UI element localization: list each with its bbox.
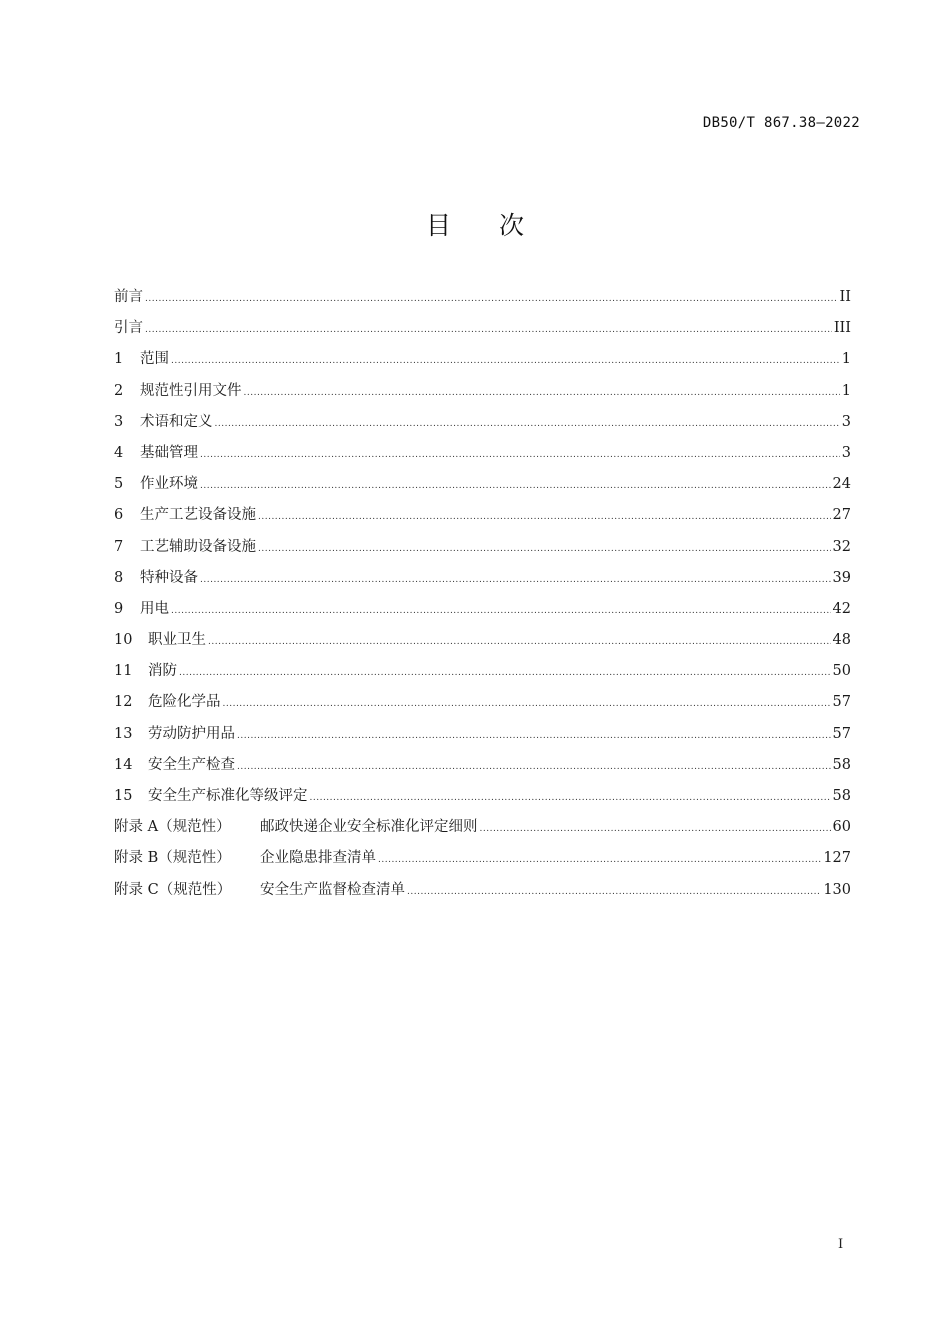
toc-entry-label: 规范性引用文件 xyxy=(140,382,242,399)
toc-entry-label: 职业卫生 xyxy=(148,632,206,649)
toc-entry-label: 前言 xyxy=(114,289,143,305)
toc-entry-4[interactable] xyxy=(114,441,851,472)
toc-entry-6[interactable] xyxy=(114,503,851,534)
toc-entry-page: 57 xyxy=(832,694,851,711)
toc-entry-label: 安全生产检查 xyxy=(148,756,235,773)
toc-leader-dots xyxy=(215,410,840,436)
toc-leader-dots xyxy=(200,566,831,592)
toc-entry-page: 60 xyxy=(832,819,851,836)
toc-leader-dots xyxy=(171,597,831,623)
toc-entry-number: 5 xyxy=(114,476,124,493)
toc-entry-15[interactable] xyxy=(114,784,851,815)
toc-entry-14[interactable] xyxy=(114,753,851,784)
page-number: I xyxy=(838,1237,844,1252)
toc-entry-number: 附录 A（规范性） xyxy=(114,819,231,836)
toc-leader-dots xyxy=(223,690,831,716)
toc-entry-label: 工艺辅助设备设施 xyxy=(140,538,256,555)
toc-entry-page: 27 xyxy=(832,507,851,524)
toc-entry-page: 3 xyxy=(841,444,851,461)
toc-entry-number: 14 xyxy=(114,756,133,773)
toc-entry-label: 引言 xyxy=(114,320,143,337)
toc-entry-introduction[interactable] xyxy=(114,316,851,347)
toc-entry-7[interactable] xyxy=(114,535,851,566)
toc-entry-page: 32 xyxy=(832,538,851,555)
toc-leader-dots xyxy=(208,628,831,654)
toc-entry-number: 9 xyxy=(114,600,124,617)
table-of-contents xyxy=(114,285,851,909)
toc-entry-number: 11 xyxy=(114,663,133,680)
toc-entry-page: 1 xyxy=(841,351,851,368)
toc-entry-number: 6 xyxy=(114,507,124,524)
toc-entry-page: 39 xyxy=(832,569,851,586)
toc-entry-foreword[interactable] xyxy=(114,285,851,316)
toc-entry-9[interactable] xyxy=(114,597,851,628)
toc-entry-number: 附录 C（规范性） xyxy=(114,881,232,898)
toc-entry-10[interactable] xyxy=(114,628,851,659)
toc-leader-dots xyxy=(145,316,832,342)
toc-entry-page: 50 xyxy=(832,663,851,680)
toc-entry-label: 危险化学品 xyxy=(148,694,221,711)
toc-entry-3[interactable] xyxy=(114,410,851,441)
toc-leader-dots xyxy=(407,878,821,904)
toc-entry-label: 范围 xyxy=(140,351,169,368)
toc-entry-13[interactable] xyxy=(114,722,851,753)
toc-entry-appendix-b[interactable] xyxy=(114,846,851,877)
toc-leader-dots xyxy=(200,441,840,467)
toc-entry-label: 邮政快递企业安全标准化评定细则 xyxy=(260,819,478,836)
toc-entry-number: 2 xyxy=(114,382,124,399)
toc-entry-12[interactable] xyxy=(114,690,851,721)
toc-entry-number: 10 xyxy=(114,632,133,649)
toc-entry-page: 57 xyxy=(832,725,851,742)
toc-entry-1[interactable] xyxy=(114,347,851,378)
toc-entry-number: 12 xyxy=(114,694,133,711)
toc-entry-11[interactable] xyxy=(114,659,851,690)
toc-entry-page: 127 xyxy=(823,850,851,867)
toc-entry-number: 3 xyxy=(114,413,124,430)
toc-leader-dots xyxy=(145,285,838,311)
toc-entry-page: 24 xyxy=(832,476,851,493)
toc-entry-page: 58 xyxy=(832,756,851,773)
toc-entry-label: 作业环境 xyxy=(140,476,198,493)
toc-entry-label: 劳动防护用品 xyxy=(148,725,235,742)
toc-leader-dots xyxy=(244,379,840,405)
toc-entry-number: 附录 B（规范性） xyxy=(114,850,231,867)
toc-leader-dots xyxy=(237,753,831,779)
toc-entry-number: 13 xyxy=(114,725,133,742)
toc-entry-label: 安全生产标准化等级评定 xyxy=(148,788,308,804)
toc-entry-number: 4 xyxy=(114,444,124,461)
toc-entry-label: 基础管理 xyxy=(140,444,198,461)
toc-entry-number: 1 xyxy=(114,351,124,368)
toc-leader-dots xyxy=(179,659,831,685)
toc-entry-label: 企业隐患排查清单 xyxy=(260,850,376,867)
toc-entry-appendix-a[interactable] xyxy=(114,815,851,846)
toc-entry-page: 58 xyxy=(832,788,851,804)
toc-entry-number: 7 xyxy=(114,538,124,555)
toc-entry-page: 48 xyxy=(832,632,851,649)
toc-entry-2[interactable] xyxy=(114,379,851,410)
toc-entry-8[interactable] xyxy=(114,566,851,597)
page-title: 目次 xyxy=(425,211,572,240)
toc-entry-5[interactable] xyxy=(114,472,851,503)
toc-entry-label: 安全生产监督检查清单 xyxy=(260,881,405,898)
toc-leader-dots xyxy=(237,722,831,748)
toc-entry-page: II xyxy=(839,289,851,305)
toc-leader-dots xyxy=(258,503,831,529)
toc-entry-label: 特种设备 xyxy=(140,569,198,586)
toc-entry-page: III xyxy=(833,320,851,337)
standard-code: DB50/T 867.38—2022 xyxy=(702,115,860,131)
toc-entry-label: 术语和定义 xyxy=(140,413,213,430)
toc-leader-dots xyxy=(310,784,831,810)
toc-leader-dots xyxy=(378,846,821,872)
toc-entry-page: 42 xyxy=(832,600,851,617)
toc-entry-page: 1 xyxy=(841,382,851,399)
toc-entry-label: 消防 xyxy=(148,663,177,680)
toc-entry-number: 15 xyxy=(114,788,133,804)
toc-leader-dots xyxy=(480,815,831,841)
toc-entry-page: 130 xyxy=(823,881,851,898)
toc-entry-label: 用电 xyxy=(140,600,169,617)
toc-entry-label: 生产工艺设备设施 xyxy=(140,507,256,524)
toc-leader-dots xyxy=(200,472,831,498)
toc-entry-appendix-c[interactable] xyxy=(114,878,851,909)
toc-leader-dots xyxy=(171,347,840,373)
toc-entry-page: 3 xyxy=(841,413,851,430)
toc-leader-dots xyxy=(258,535,831,561)
toc-entry-number: 8 xyxy=(114,569,124,586)
